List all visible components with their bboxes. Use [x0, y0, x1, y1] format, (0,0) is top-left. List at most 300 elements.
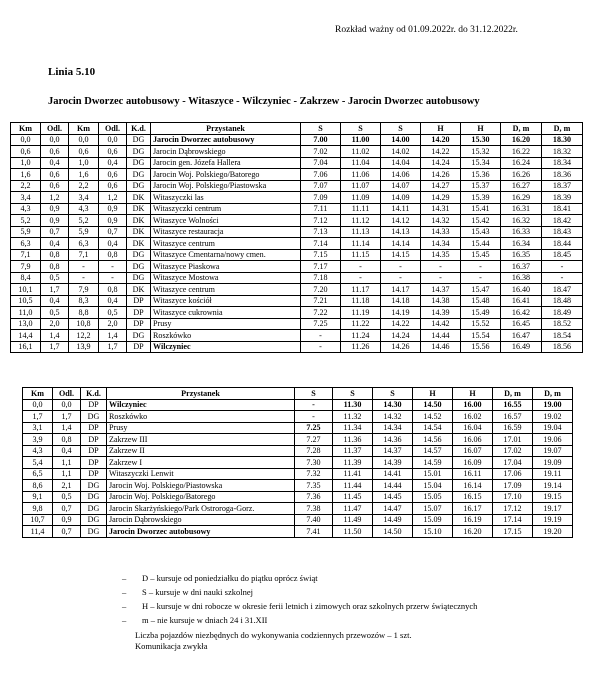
- table-cell: 7.38: [295, 503, 333, 515]
- table-cell: 18.52: [542, 318, 583, 330]
- table-cell: 5,9: [11, 226, 41, 238]
- table-cell: 2,2: [11, 180, 41, 192]
- table-row: [11, 146, 583, 158]
- table-cell: 3,9: [23, 434, 53, 446]
- table-cell: 0,8: [41, 249, 69, 261]
- stop-name: Witaszyce Mostowa: [151, 272, 301, 284]
- table-cell: 1,6: [69, 169, 99, 181]
- table-cell: -: [461, 261, 501, 273]
- table-cell: 18.41: [542, 203, 583, 215]
- table-cell: 11,0: [11, 307, 41, 319]
- table-cell: 14.37: [373, 445, 413, 457]
- stop-name: Jarocin Woj. Polskiego/Piastowska: [107, 480, 295, 492]
- column-header: D, m: [501, 123, 542, 135]
- table-cell: 11.49: [333, 514, 373, 526]
- legend-item: [122, 585, 477, 599]
- table-cell: 16.57: [493, 411, 533, 423]
- table-cell: 1,1: [53, 468, 81, 480]
- column-header: H: [461, 123, 501, 135]
- table-cell: 16.37: [501, 261, 542, 273]
- table-row: [11, 192, 583, 204]
- table-cell: 14.34: [421, 238, 461, 250]
- table-cell: 11.04: [341, 157, 381, 169]
- column-header: Odl.: [53, 388, 81, 400]
- stop-name: Witaszyce centrum: [151, 284, 301, 296]
- table-cell: 11.30: [333, 399, 373, 411]
- table-row: [11, 307, 583, 319]
- table-cell: 5,2: [69, 215, 99, 227]
- table-cell: 14.41: [373, 468, 413, 480]
- table-cell: 16.15: [453, 491, 493, 503]
- table-cell: 0,7: [41, 226, 69, 238]
- table-cell: DG: [127, 146, 151, 158]
- table-cell: 0,9: [99, 215, 127, 227]
- table-cell: 7,1: [69, 249, 99, 261]
- stop-name: Wilczyniec: [107, 399, 295, 411]
- table-cell: 0,6: [69, 146, 99, 158]
- table-cell: 14.42: [421, 318, 461, 330]
- table-cell: 0,5: [99, 307, 127, 319]
- table-cell: 18.47: [542, 284, 583, 296]
- table-cell: 0,8: [99, 284, 127, 296]
- table-cell: 14.22: [381, 318, 421, 330]
- column-header: Odl.: [41, 123, 69, 135]
- table-row: [11, 134, 583, 146]
- table-cell: 14.45: [373, 491, 413, 503]
- table-cell: 15.30: [461, 134, 501, 146]
- table-row: [23, 422, 573, 434]
- table-cell: 1,7: [41, 284, 69, 296]
- table-row: [11, 169, 583, 181]
- table-cell: 11.02: [341, 146, 381, 158]
- stop-name: Zakrzew I: [107, 457, 295, 469]
- table-cell: 1,7: [41, 341, 69, 353]
- table-cell: 3,4: [69, 192, 99, 204]
- stop-name: Witaszyczki las: [151, 192, 301, 204]
- table-cell: 14.14: [381, 238, 421, 250]
- table-row: [23, 457, 573, 469]
- table-cell: 18.43: [542, 226, 583, 238]
- legend-item: [122, 571, 477, 585]
- table-cell: 16.29: [501, 192, 542, 204]
- table-cell: DP: [81, 434, 107, 446]
- table-cell: DG: [81, 514, 107, 526]
- table-cell: 7.14: [301, 238, 341, 250]
- stop-name: Prusy: [151, 318, 301, 330]
- table-row: [23, 445, 573, 457]
- table-cell: DG: [127, 169, 151, 181]
- table-cell: 14.59: [413, 457, 453, 469]
- table-cell: 1,4: [99, 330, 127, 342]
- table-cell: 0,4: [99, 238, 127, 250]
- table-cell: -: [542, 272, 583, 284]
- table-cell: 1,7: [99, 341, 127, 353]
- legend-dash: –: [122, 587, 127, 597]
- table-cell: 15.07: [413, 503, 453, 515]
- table-cell: 19.06: [533, 434, 573, 446]
- table-cell: 11.17: [341, 284, 381, 296]
- stop-name: Jarocin Dworzec autobusowy: [151, 134, 301, 146]
- table-cell: 7,9: [69, 284, 99, 296]
- table-cell: 14.11: [381, 203, 421, 215]
- table-cell: 7.25: [301, 318, 341, 330]
- table-cell: 1,2: [99, 192, 127, 204]
- table-cell: 18.56: [542, 341, 583, 353]
- stop-name: Jarocin Dąbrowskiego: [151, 146, 301, 158]
- column-header: H: [421, 123, 461, 135]
- table-cell: 19.15: [533, 491, 573, 503]
- table-cell: DK: [127, 192, 151, 204]
- table-cell: 7.20: [301, 284, 341, 296]
- table-cell: 7.25: [295, 422, 333, 434]
- table-cell: 16.14: [453, 480, 493, 492]
- timetable-outbound: [10, 122, 583, 353]
- table-cell: 8,3: [69, 295, 99, 307]
- table-cell: -: [301, 341, 341, 353]
- table-row: [11, 272, 583, 284]
- table-cell: 13,9: [69, 341, 99, 353]
- table-row: [11, 261, 583, 273]
- table-cell: 16.20: [453, 526, 493, 538]
- table-cell: 11.13: [341, 226, 381, 238]
- table-cell: 15.47: [461, 284, 501, 296]
- column-header: S: [373, 388, 413, 400]
- table-cell: 14.49: [373, 514, 413, 526]
- table-row: [11, 341, 583, 353]
- legend-text: m – nie kursuje w dniach 24 i 31.XII: [142, 615, 268, 625]
- table-cell: DG: [81, 503, 107, 515]
- table-cell: 5,9: [69, 226, 99, 238]
- table-cell: 4,3: [69, 203, 99, 215]
- table-cell: -: [295, 411, 333, 423]
- table-cell: 0,0: [11, 134, 41, 146]
- table-cell: 18.54: [542, 330, 583, 342]
- table-cell: 18.44: [542, 238, 583, 250]
- table-cell: 11.14: [341, 238, 381, 250]
- stop-name: Witaszyce centrum: [151, 238, 301, 250]
- table-cell: DP: [127, 341, 151, 353]
- legend: [122, 571, 477, 627]
- table-cell: 16.32: [501, 215, 542, 227]
- column-header: S: [333, 388, 373, 400]
- legend-dash: –: [122, 615, 127, 625]
- table-cell: 16.31: [501, 203, 542, 215]
- table-cell: 14.38: [421, 295, 461, 307]
- table-cell: 2,2: [69, 180, 99, 192]
- table-cell: 16.59: [493, 422, 533, 434]
- stop-name: Witaszyczki centrum: [151, 203, 301, 215]
- route-title: Jarocin Dworzec autobusowy - Witaszyce - Wilczyniec - Zakrzew - Jarocin Dworzec autobusowy: [48, 96, 480, 107]
- table-cell: -: [421, 261, 461, 273]
- table-cell: 7.00: [301, 134, 341, 146]
- table-cell: 4,3: [11, 203, 41, 215]
- stop-name: Jarocin Woj. Polskiego/Piastowska: [151, 180, 301, 192]
- column-header: S: [381, 123, 421, 135]
- table-cell: 2,1: [53, 480, 81, 492]
- table-cell: 14.34: [373, 422, 413, 434]
- stop-name: Roszkówko: [107, 411, 295, 423]
- table-cell: 15.49: [461, 307, 501, 319]
- table-cell: 18.32: [542, 146, 583, 158]
- table-cell: 14.33: [421, 226, 461, 238]
- table-cell: 1,4: [53, 422, 81, 434]
- table-cell: 11.32: [333, 411, 373, 423]
- table-row: [11, 226, 583, 238]
- table-cell: 11.07: [341, 180, 381, 192]
- table-cell: DP: [81, 445, 107, 457]
- table-cell: 16.35: [501, 249, 542, 261]
- table-cell: 18.48: [542, 295, 583, 307]
- table-cell: DP: [127, 307, 151, 319]
- table-cell: 14.39: [421, 307, 461, 319]
- table-cell: DK: [127, 284, 151, 296]
- table-cell: 2,0: [41, 318, 69, 330]
- table-cell: -: [461, 272, 501, 284]
- table-cell: 15.05: [413, 491, 453, 503]
- table-cell: 14.54: [413, 422, 453, 434]
- table-cell: 16.27: [501, 180, 542, 192]
- table-cell: 7,9: [11, 261, 41, 273]
- table-cell: 16.06: [453, 434, 493, 446]
- stop-name: Prusy: [107, 422, 295, 434]
- table-cell: 9,1: [23, 491, 53, 503]
- table-cell: 19.14: [533, 480, 573, 492]
- table-cell: DG: [81, 491, 107, 503]
- table-cell: 11.41: [333, 468, 373, 480]
- table-cell: 7.22: [301, 307, 341, 319]
- table-row: [23, 491, 573, 503]
- table-cell: 15.54: [461, 330, 501, 342]
- table-cell: 16.42: [501, 307, 542, 319]
- column-header: S: [301, 123, 341, 135]
- column-header: D, m: [533, 388, 573, 400]
- table-cell: -: [421, 272, 461, 284]
- table-cell: 17.09: [493, 480, 533, 492]
- table-cell: 14.00: [381, 134, 421, 146]
- validity-period: Rozkład ważny od 01.09.2022r. do 31.12.2022r.: [335, 25, 518, 35]
- table-cell: 17.01: [493, 434, 533, 446]
- table-cell: 17.06: [493, 468, 533, 480]
- table-cell: -: [295, 399, 333, 411]
- table-cell: 11.11: [341, 203, 381, 215]
- table-cell: 18.37: [542, 180, 583, 192]
- table-cell: 15.39: [461, 192, 501, 204]
- table-cell: 0,7: [53, 526, 81, 538]
- table-cell: 0,6: [11, 146, 41, 158]
- table-cell: 15.42: [461, 215, 501, 227]
- table-cell: 0,8: [41, 261, 69, 273]
- table-cell: 14.35: [421, 249, 461, 261]
- table-cell: 19.19: [533, 514, 573, 526]
- table-cell: -: [69, 272, 99, 284]
- table-cell: 11.18: [341, 295, 381, 307]
- table-cell: 11.39: [333, 457, 373, 469]
- column-header: D, m: [542, 123, 583, 135]
- table-cell: 5,2: [11, 215, 41, 227]
- column-header: S: [341, 123, 381, 135]
- table-cell: 14.15: [381, 249, 421, 261]
- column-header: Km: [23, 388, 53, 400]
- table-cell: 7.15: [301, 249, 341, 261]
- table-cell: 19.00: [533, 399, 573, 411]
- table-cell: 15.36: [461, 169, 501, 181]
- legend-item: [122, 599, 477, 613]
- table-row: [23, 468, 573, 480]
- table-cell: 19.11: [533, 468, 573, 480]
- table-header-row: [23, 388, 573, 400]
- table-row: [11, 203, 583, 215]
- vehicles-note: Liczba pojazdów niezbędnych do wykonywania codziennych przewozów – 1 szt.: [135, 630, 412, 640]
- table-cell: 16.07: [453, 445, 493, 457]
- stop-name: Wilczyniec: [151, 341, 301, 353]
- stop-name: Jarocin Dąbrowskiego: [107, 514, 295, 526]
- table-cell: DK: [127, 203, 151, 215]
- table-cell: 15.45: [461, 249, 501, 261]
- table-cell: 7.06: [301, 169, 341, 181]
- table-cell: -: [542, 261, 583, 273]
- table-cell: 16.04: [453, 422, 493, 434]
- table-row: [11, 180, 583, 192]
- table-cell: DG: [127, 157, 151, 169]
- table-cell: 14.36: [373, 434, 413, 446]
- table-cell: 8,4: [11, 272, 41, 284]
- table-cell: 6,3: [11, 238, 41, 250]
- timetable-return: [22, 387, 573, 538]
- table-cell: 15.52: [461, 318, 501, 330]
- table-cell: 14.26: [381, 341, 421, 353]
- table-cell: 16.34: [501, 238, 542, 250]
- table-row: [11, 330, 583, 342]
- table-cell: 1,7: [23, 411, 53, 423]
- table-cell: 14.27: [421, 180, 461, 192]
- table-cell: 15.04: [413, 480, 453, 492]
- table-cell: DG: [81, 480, 107, 492]
- table-cell: 17.15: [493, 526, 533, 538]
- table-cell: 7.17: [301, 261, 341, 273]
- table-cell: 18.49: [542, 307, 583, 319]
- table-cell: 10,5: [11, 295, 41, 307]
- table-cell: 0,0: [99, 134, 127, 146]
- table-cell: -: [69, 261, 99, 273]
- table-cell: 16.11: [453, 468, 493, 480]
- legend-text: S – kursuje w dni nauki szkolnej: [142, 587, 253, 597]
- legend-text: D – kursuje od poniedziałku do piątku oprócz świąt: [142, 573, 318, 583]
- stop-name: Roszkówko: [151, 330, 301, 342]
- table-cell: 16.45: [501, 318, 542, 330]
- table-cell: 19.09: [533, 457, 573, 469]
- table-cell: 16.26: [501, 169, 542, 181]
- table-row: [23, 411, 573, 423]
- table-cell: 16.00: [453, 399, 493, 411]
- table-cell: 15.43: [461, 226, 501, 238]
- table-cell: 14.32: [373, 411, 413, 423]
- table-cell: DP: [127, 295, 151, 307]
- table-cell: 7.41: [295, 526, 333, 538]
- table-cell: 14.19: [381, 307, 421, 319]
- stop-name: Witaszyce Piaskowa: [151, 261, 301, 273]
- column-header: H: [413, 388, 453, 400]
- table-cell: -: [381, 272, 421, 284]
- line-number: Linia 5.10: [48, 66, 96, 78]
- column-header: D, m: [493, 388, 533, 400]
- table-cell: 0,6: [41, 180, 69, 192]
- table-row: [11, 249, 583, 261]
- stop-name: Witaszyce Cmentarna/nowy cmen.: [151, 249, 301, 261]
- table-cell: 7.21: [301, 295, 341, 307]
- table-cell: DG: [81, 526, 107, 538]
- table-cell: 15.37: [461, 180, 501, 192]
- table-cell: 16.19: [453, 514, 493, 526]
- table-cell: 17.12: [493, 503, 533, 515]
- table-cell: 11.44: [333, 480, 373, 492]
- table-cell: 16.20: [501, 134, 542, 146]
- table-cell: 16.17: [453, 503, 493, 515]
- table-cell: 16.24: [501, 157, 542, 169]
- table-cell: DP: [81, 468, 107, 480]
- table-cell: 7.04: [301, 157, 341, 169]
- table-cell: 7.18: [301, 272, 341, 284]
- stop-name: Witaszyczki Lenwit: [107, 468, 295, 480]
- table-cell: 11.50: [333, 526, 373, 538]
- table-row: [11, 318, 583, 330]
- stop-name: Zakrzew III: [107, 434, 295, 446]
- table-cell: 16.40: [501, 284, 542, 296]
- table-cell: 17.02: [493, 445, 533, 457]
- stop-name: Zakrzew II: [107, 445, 295, 457]
- table-row: [23, 503, 573, 515]
- table-cell: 17.04: [493, 457, 533, 469]
- table-cell: 14.12: [381, 215, 421, 227]
- table-cell: 14.44: [421, 330, 461, 342]
- table-cell: 0,4: [41, 295, 69, 307]
- table-cell: 14.50: [413, 399, 453, 411]
- table-cell: 7.09: [301, 192, 341, 204]
- table-cell: 0,4: [41, 157, 69, 169]
- table-cell: 15.41: [461, 203, 501, 215]
- table-cell: DG: [127, 249, 151, 261]
- table-cell: -: [381, 261, 421, 273]
- table-cell: 16.55: [493, 399, 533, 411]
- table-cell: 0,4: [99, 295, 127, 307]
- table-cell: 15.32: [461, 146, 501, 158]
- table-cell: 14.04: [381, 157, 421, 169]
- table-cell: 11.00: [341, 134, 381, 146]
- table-cell: 0,9: [41, 203, 69, 215]
- table-cell: 16,1: [11, 341, 41, 353]
- table-row: [23, 514, 573, 526]
- table-cell: 1,4: [41, 330, 69, 342]
- footer: [135, 630, 412, 652]
- table-cell: 0,6: [99, 180, 127, 192]
- table-cell: 10,1: [11, 284, 41, 296]
- table-cell: 14.39: [373, 457, 413, 469]
- table-cell: 15.09: [413, 514, 453, 526]
- table-cell: 19.17: [533, 503, 573, 515]
- table-cell: 0,6: [41, 169, 69, 181]
- table-cell: 14.20: [421, 134, 461, 146]
- table-cell: 7.02: [301, 146, 341, 158]
- table-cell: 14.30: [373, 399, 413, 411]
- table-cell: 14.56: [413, 434, 453, 446]
- table-cell: 14.29: [421, 192, 461, 204]
- column-header: Odl.: [99, 123, 127, 135]
- table-cell: 18.45: [542, 249, 583, 261]
- table-cell: 16.22: [501, 146, 542, 158]
- table-cell: DP: [81, 399, 107, 411]
- table-cell: 0,5: [53, 491, 81, 503]
- legend-text: H – kursuje w dni robocze w okresie ferii letnich i zimowych oraz szkolnych przerw świątecznych: [142, 601, 478, 611]
- table-cell: -: [99, 272, 127, 284]
